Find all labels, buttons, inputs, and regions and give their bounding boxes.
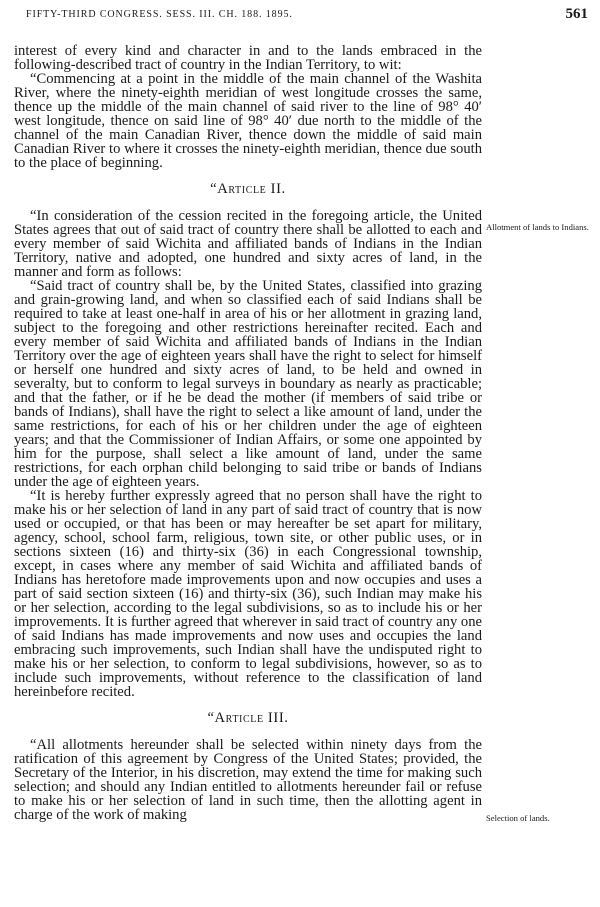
article-2-paragraph-1: “In consideration of the cession recited in the foregoing article, the United States agrees that out of said tract of country there shall be allotted to each and every member of said Wichita and affiliated bands of Indians in the Indian Territory, native and adopted, one hundred and sixty acres of land, in the manner and form as follows: [14, 208, 482, 280]
article-2-heading: “Article II. [210, 181, 286, 197]
article-3-paragraph-1: “All allotments hereunder shall be selected within ninety days from the ratification of this agreement by Congress of the United States; provided, the Secretary of the Interior, in his discretion, may extend the time for making such selection; and should any Indian entitled to allotments hereunder fail or refuse to make his or her selection of land in such time, then the allotting agent in charge of the work of making [14, 737, 482, 823]
body-text [14, 44, 482, 902]
article-3-heading: “Article III. [207, 710, 289, 726]
running-head: FIFTY-THIRD CONGRESS. SESS. III. CH. 188. 1895. [26, 9, 293, 20]
article-2-paragraph-3: “It is hereby further expressly agreed that no person shall have the right to make his or her selection of land in any part of said tract of country that is now used or occupied, or that has been or may hereafter be set apart for military, agency, school, school farm, religious, town site, or other public uses, or in sections sixteen (16) and thirty-six (36) in each Congressional township, except, in cases where any member of said Wichita and affiliated bands of Indians has heretofore made improvements upon and now occupies and uses a part of said section sixteen (16) and thirty-six (36), such Indian may make his or her selection, according to the legal subdivisions, so as to include his or her improvements. It is further agreed that wherever in said tract of country any one of said Indians has made improvements and now uses and occupies the land embracing such improvements, such Indian shall have the undisputed right to make his or her selection, to conform to legal subdivisions, however, so as to include such improvements, without reference to the classification of land hereinbefore recited. [14, 488, 482, 700]
boundary-paragraph: “Commencing at a point in the middle of the main channel of the Washita River, where the ninety-eighth meridian of west longitude crosses the same, thence up the middle of the main channel of said river to the line of 98° 40′ west longitude, thence on said line of 98° 40′ due north to the middle of the channel of the main Canadian River, thence down the middle of said main Canadian River to where it crosses the ninety-eighth meridian, thence due south to the place of beginning. [14, 71, 482, 171]
margin-note-allotment: Allotment of lands to Indians. [486, 222, 589, 232]
page-number: 561 [565, 6, 588, 22]
intro-paragraph: interest of every kind and character in and to the lands embraced in the following-described tract of country in the Indian Territory, to wit: [14, 44, 482, 73]
margin-note-selection: Selection of lands. [486, 813, 550, 823]
article-2-paragraph-2: “Said tract of country shall be, by the United States, classified into grazing and grain-growing land, and when so classified each of said Indians shall be required to take at least one-half in area of his or her allotment in grazing land, subject to the foregoing and other restrictions hereinafter recited. Each and every member of said Wichita and affiliated bands of Indians in the Indian Territory over the age of eighteen years shall have the right to select for himself or herself one hundred and sixty acres of land, to be held and owned in severalty, but to conform to legal surveys in boundary as nearly as practicable; and that the father, or if he be dead the mother (if members of said tribe or bands of Indians), shall have the right to select a like amount of land, under the same restrictions, for each of his or her children under the age of eighteen years; and that the Commissioner of Indian Affairs, or some one appointed by him for the purpose, shall select a like amount of land, under the same restrictions, for each orphan child belonging to said tribe or bands of Indians under the age of eighteen years. [14, 278, 482, 490]
page-header [0, 0, 600, 28]
